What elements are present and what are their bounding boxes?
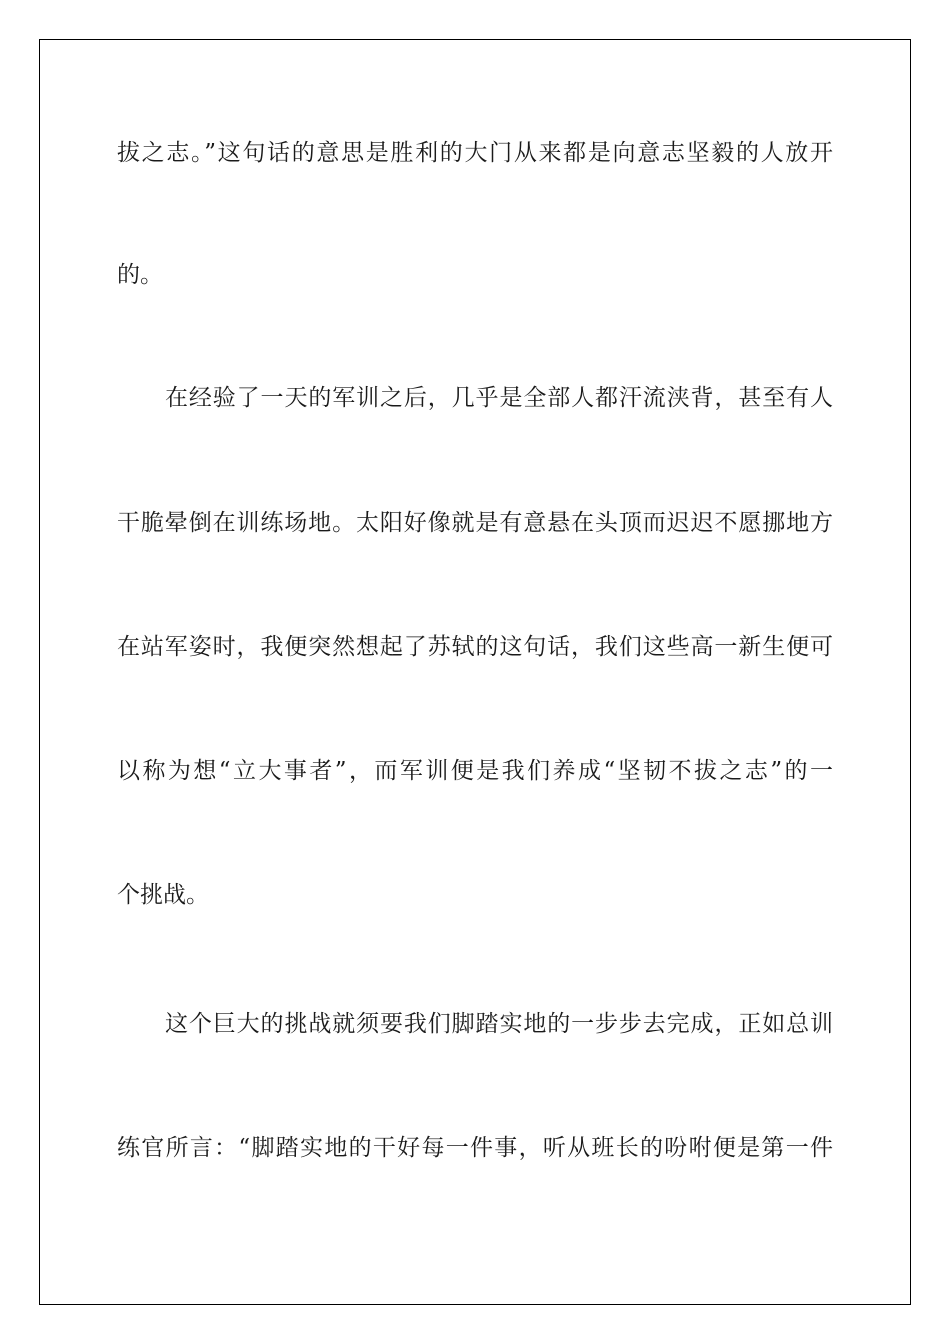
text-line-6: 以称为想“立大事者”，而军训便是我们养成“坚韧不拔之志”的一 [117, 758, 833, 784]
page-border [39, 39, 911, 1305]
text-line-4: 干脆晕倒在训练场地。太阳好像就是有意悬在头顶而迟迟不愿挪地方 [117, 510, 833, 536]
text-line-1: 拔之志。”这句话的意思是胜利的大门从来都是向意志坚毅的人放开 [117, 140, 833, 166]
text-line-7: 个挑战。 [117, 882, 209, 908]
text-line-3: 在经验了一天的军训之后，几乎是全部人都汗流浃背，甚至有人 [165, 385, 833, 411]
text-line-5: 在站军姿时，我便突然想起了苏轼的这句话，我们这些高一新生便可 [117, 634, 833, 660]
text-line-9: 练官所言：“脚踏实地的干好每一件事，听从班长的吩咐便是第一件 [117, 1135, 833, 1161]
text-line-8: 这个巨大的挑战就须要我们脚踏实地的一步步去完成，正如总训 [165, 1011, 833, 1037]
text-line-2: 的。 [117, 262, 163, 288]
